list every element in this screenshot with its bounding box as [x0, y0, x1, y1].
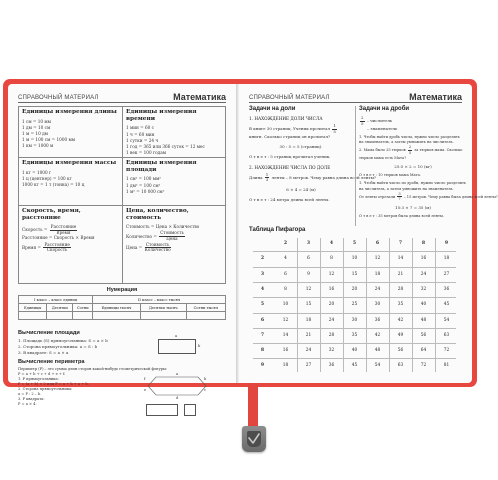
length-units — [19, 107, 122, 152]
pythagoras-cell: 27 — [443, 271, 450, 277]
pythagoras-row-header: 7 — [261, 332, 264, 338]
left-page — [8, 84, 236, 406]
mass-units — [19, 158, 122, 190]
equation: 25:5 × 2 = 10 (кг) — [394, 163, 432, 169]
problem-text-part: – 15 метров. Чему равна была длина всей ленты? — [403, 194, 498, 199]
left-page-header — [18, 90, 226, 103]
length-title: Единицы измерения длины — [22, 109, 117, 115]
numerator-label: – числитель — [366, 118, 393, 124]
pythagoras-cell: 20 — [328, 302, 335, 308]
perimeter-title: Вычисление периметра — [18, 359, 85, 365]
pythagoras-cell: 48 — [374, 348, 381, 354]
pythagoras-header-cell: 2 — [284, 241, 287, 246]
pythagoras-cell: 81 — [443, 363, 450, 369]
column-divider — [355, 106, 356, 226]
pythagoras-cell: 21 — [397, 271, 404, 277]
header-title: Математика — [409, 92, 462, 102]
side-label: c — [204, 388, 207, 392]
numeration-cell — [19, 312, 47, 320]
rectangle-figure — [158, 339, 196, 354]
speed-title: Скорость, время, расстояние — [22, 208, 81, 221]
speed-formula — [22, 224, 119, 235]
numeration-cell — [186, 312, 225, 320]
length-line: 1 м = 10 дм — [22, 131, 48, 137]
pythagoras-cell: 45 — [443, 302, 450, 308]
class-thousands: II класс – класс тысяч — [93, 296, 226, 304]
problem-text — [359, 145, 467, 155]
formula-left: Скорость = — [22, 227, 48, 233]
side-label: a — [176, 372, 179, 376]
area-line: 1 см² = 100 мм² — [126, 176, 161, 182]
header-title: Математика — [173, 92, 226, 102]
grid-line — [297, 238, 298, 372]
pythagoras-row-header: 6 — [261, 317, 264, 323]
side-label: a — [175, 334, 178, 338]
subsection-title: 1. НАХОЖДЕНИЕ ДОЛИ ЧИСЛА — [249, 116, 323, 121]
numerator: 2 — [408, 145, 412, 150]
numerator: 1 — [265, 171, 269, 177]
pythagoras-cell: 42 — [397, 317, 404, 323]
pythagoras-row-header: 9 — [261, 363, 264, 369]
time-formula — [22, 242, 119, 253]
equation: 6 × 4 = 24 (м) — [286, 186, 316, 192]
fraction-legend — [359, 116, 467, 126]
area-line: 1 м² = 10 000 см² — [126, 188, 165, 194]
pythagoras-cell: 32 — [328, 348, 335, 354]
grid-line — [320, 238, 321, 372]
pythagoras-cell: 25 — [351, 302, 358, 308]
denominator: 5 — [408, 150, 412, 155]
equation: 30 : 5 = 5 (страниц). — [279, 143, 323, 149]
denominator: 7 — [398, 197, 401, 202]
denominator: Время — [56, 229, 71, 235]
denominator-label: – знаменатель — [367, 126, 398, 132]
pythagoras-row-header: 5 — [261, 302, 264, 308]
answer: О т в е т : 35 метров была длина всей ленты. — [359, 213, 445, 218]
numerator: 3 — [398, 191, 401, 196]
pythagoras-cell: 15 — [351, 271, 358, 277]
pythagoras-row-header: 8 — [261, 348, 264, 354]
time-title: Единицы измерения времени — [126, 109, 197, 122]
numeration-cell — [47, 312, 73, 320]
area-units — [123, 158, 226, 197]
fraction — [397, 192, 401, 202]
pythagoras-cell: 72 — [420, 363, 427, 369]
units-grid — [18, 106, 226, 284]
mass-line: 1000 кг = 1 т (тонна) = 10 ц — [22, 182, 85, 188]
pythagoras-cell: 45 — [351, 363, 358, 369]
pythagoras-cell: 18 — [443, 256, 450, 262]
pythagoras-cell: 35 — [351, 332, 358, 338]
length-line: 1 дм = 10 см — [22, 124, 51, 130]
fraction-parts-problems — [249, 106, 377, 202]
perimeter-line: P = a + b + c + d + e + f. — [18, 372, 66, 376]
fraction — [265, 173, 270, 183]
perimeter-line: Периметр (P) – это сумма длин сторон какой-нибудь геометрической фигуры: — [18, 367, 168, 371]
right-page-header — [249, 90, 462, 103]
pythagoras-cell: 9 — [307, 271, 310, 277]
pythagoras-cell: 21 — [305, 332, 312, 338]
grid-line — [253, 358, 456, 359]
time-units — [123, 107, 226, 158]
numerator: Расстояние — [44, 241, 70, 247]
numeration-table — [18, 295, 226, 320]
denominator: Скорость — [46, 247, 68, 253]
problem-text-part: 2. Мама было 25 тюрков — [359, 148, 406, 153]
pythagoras-cell: 6 — [284, 271, 287, 277]
numeration-cell — [93, 312, 141, 320]
pythagoras-cell: 36 — [328, 363, 335, 369]
side-label: e — [144, 388, 147, 392]
speed-formulas — [19, 206, 122, 255]
problem-text-part: ленты – 8 метров. Чему равна длина всей ленты? — [271, 174, 377, 180]
problem-text-part: В книге 30 страниц. Ученик прочитал — [249, 126, 331, 132]
hexagon-figure — [146, 374, 208, 398]
numerator: 2 — [361, 115, 364, 120]
pythagoras-cell: 14 — [282, 332, 289, 338]
pythagoras-cell: 56 — [397, 348, 404, 354]
area-line: 1 дм² = 100 см² — [126, 182, 161, 188]
denominator: Количество — [144, 247, 171, 253]
perimeter-line: P = (a + b) × 2 или P = a + b + a + b. — [18, 382, 89, 386]
numerator: Стоимость — [145, 241, 170, 247]
pythagoras-header-cell: 9 — [445, 241, 448, 246]
rule-text: на знаменатель, а затем умножить на числитель. — [359, 140, 454, 145]
pythagoras-title: Таблица Пифагора — [249, 227, 306, 233]
right-page — [239, 84, 498, 383]
pythagoras-cell: 10 — [351, 256, 358, 262]
pythagoras-cell: 24 — [328, 317, 335, 323]
answer: О т в е т : 24 метра длина всей ленты. — [249, 196, 330, 202]
numerator: Расстояние — [50, 224, 77, 230]
problem-text: тюрков мама есть Мата? — [359, 155, 407, 160]
column-header: Десятки тысяч — [140, 304, 186, 312]
mass-line: 1 кг = 1000 г — [22, 169, 52, 175]
square-figure — [184, 404, 196, 416]
pythagoras-table — [251, 236, 461, 382]
header-subtitle: СПРАВОЧНЫЙ МАТЕРИАЛ — [18, 95, 99, 101]
side-label: b — [198, 344, 201, 348]
grid-line — [389, 238, 390, 372]
bookmark-ribbon[interactable] — [248, 383, 258, 429]
denominator: 5 — [361, 120, 364, 126]
pythagoras-cell: 40 — [420, 302, 427, 308]
length-line: 1 м = 100 см = 1000 мм — [22, 137, 76, 143]
numerator: 1 — [333, 123, 336, 128]
grid-line — [366, 238, 367, 372]
pythagoras-cell: 10 — [282, 302, 289, 308]
pythagoras-cell: 36 — [374, 317, 381, 323]
time-line: 1 век = 100 годам — [126, 150, 166, 156]
time-line: 1 мин = 60 с — [126, 125, 155, 131]
perimeter-rectangle — [146, 404, 178, 416]
pythagoras-cell: 30 — [374, 302, 381, 308]
denominator: Цена — [166, 236, 178, 242]
grid-line — [253, 282, 456, 283]
pythagoras-cell: 54 — [374, 363, 381, 369]
pythagoras-header-cell: 6 — [376, 241, 379, 246]
grid-line — [253, 328, 456, 329]
side-label: d — [176, 396, 179, 400]
pythagoras-cell: 12 — [282, 317, 289, 323]
answer: О т в е т : 10 тюрков мама Мата. — [359, 172, 421, 177]
pythagoras-header-cell: 7 — [399, 241, 402, 246]
fraction — [159, 231, 185, 241]
rule-text: 1. Чтобы найти дробь числа, нужно число разделить — [359, 134, 460, 139]
column-header: Единицы — [19, 304, 47, 312]
pythagoras-cell: 40 — [351, 348, 358, 354]
check-icon — [247, 433, 261, 445]
pythagoras-cell: 15 — [305, 302, 312, 308]
formula-left: Количество = — [126, 233, 157, 239]
pythagoras-cell: 12 — [328, 271, 335, 277]
pythagoras-cell: 49 — [397, 332, 404, 338]
numerator: Стоимость — [160, 230, 184, 236]
quantity-formula — [126, 231, 223, 242]
pythagoras-cell: 63 — [397, 363, 404, 369]
pythagoras-cell: 42 — [374, 332, 381, 338]
pythagoras-header-cell: 4 — [330, 241, 333, 246]
time-line: 1 сутки = 24 ч — [126, 137, 159, 143]
pythagoras-cell: 8 — [330, 256, 333, 262]
grid-line — [253, 343, 456, 344]
pythagoras-cell: 16 — [282, 348, 289, 354]
pythagoras-cell: 20 — [351, 286, 358, 292]
column-header: Единицы тысяч — [93, 304, 141, 312]
fraction-problems — [359, 106, 498, 220]
pythagoras-cell: 14 — [397, 256, 404, 262]
section-title: Задачи на дроби — [359, 106, 410, 112]
pythagoras-cell: 24 — [305, 348, 312, 354]
denominator: 5 — [333, 128, 336, 134]
problem-text-part: От ленты отрезали — [359, 194, 396, 199]
fraction — [408, 145, 412, 155]
pythagoras-cell: 12 — [305, 286, 312, 292]
formula-left: Цена = — [126, 244, 143, 250]
perimeter-line: 1. P прямоугольника: — [18, 377, 59, 381]
cost-formula: Стоимость = Цена × Количество — [126, 224, 200, 230]
fraction — [50, 225, 78, 235]
pythagoras-cell: 16 — [328, 286, 335, 292]
length-line: 1 см = 10 мм — [22, 118, 51, 124]
perimeter-line: 3. P квадрата: — [18, 397, 45, 401]
pythagoras-header-cell: 8 — [422, 241, 425, 246]
problem-text — [249, 124, 353, 134]
mass-line: 1 ц (центнер) = 100 кг — [22, 175, 72, 181]
grid-line — [253, 297, 456, 298]
area-calc-line: 1. Площадь (S) прямоугольника: S = a × b — [18, 338, 108, 343]
side-label: b — [204, 377, 207, 381]
pythagoras-cell: 18 — [282, 363, 289, 369]
pythagoras-cell: 56 — [420, 332, 427, 338]
pythagoras-cell: 24 — [374, 286, 381, 292]
fraction — [360, 116, 365, 126]
problem-text — [249, 171, 377, 183]
rule-text: 1. Чтобы найти число по дроби, нужно число разделить — [359, 181, 466, 186]
perimeter-line: a = P : 2 – b. — [18, 392, 42, 396]
price-formulas — [123, 206, 226, 255]
column-header: Сотни — [73, 304, 93, 312]
area-calc-line: 2. Сторона прямоугольника: a = S : b — [18, 344, 98, 349]
pythagoras-cell: 72 — [443, 348, 450, 354]
bookmark-charm[interactable] — [242, 426, 266, 452]
pythagoras-cell: 16 — [420, 256, 427, 262]
fraction — [43, 243, 71, 253]
distance-formula: Расстояние = Скорость × Время — [22, 235, 95, 241]
problem-text — [359, 191, 498, 202]
fraction — [145, 243, 171, 253]
class-units: I класс – класс единиц — [19, 296, 93, 304]
pythagoras-header-cell: 5 — [353, 241, 356, 246]
pythagoras-cell: 4 — [284, 256, 287, 262]
area-calc-title: Вычисление площади — [18, 330, 80, 336]
pythagoras-cell: 6 — [307, 256, 310, 262]
fraction — [332, 124, 337, 134]
problem-text-part: Длина — [249, 174, 263, 180]
formula-left: Время = — [22, 244, 41, 250]
pythagoras-cell: 8 — [284, 286, 287, 292]
subsection-title: 2. НАХОЖДЕНИЕ ЧИСЛА ПО ДОЛЕ — [249, 164, 331, 170]
pythagoras-header-cell: 3 — [307, 241, 310, 246]
column-header: Сотни тысяч — [186, 304, 225, 312]
rule-text: на числитель, а затем умножить на знаменатель. — [359, 186, 454, 191]
denominator: 3 — [265, 177, 269, 183]
grid-line — [253, 251, 456, 252]
pythagoras-cell: 24 — [420, 271, 427, 277]
pythagoras-cell: 32 — [420, 286, 427, 292]
pythagoras-row-header: 3 — [261, 271, 264, 277]
pythagoras-cell: 18 — [305, 317, 312, 323]
price-formula — [126, 242, 223, 253]
pythagoras-cell: 63 — [443, 332, 450, 338]
area-calc-line: 3. В квадрате: S = a × a — [18, 350, 69, 355]
price-title: Цена, количество, стоимость — [126, 208, 189, 221]
time-line: 1 год = 365 или 366 суток = 12 мес — [126, 143, 205, 149]
length-line: 1 км = 1000 м — [22, 143, 54, 149]
pythagoras-cell: 28 — [397, 286, 404, 292]
grid-line — [253, 313, 456, 314]
mass-title: Единицы измерения массы — [22, 160, 117, 166]
perimeter-line: 2. Сторона прямоугольника: — [18, 387, 73, 391]
answer: О т в е т : 5 страниц прочитал ученик. — [249, 153, 331, 159]
pythagoras-cell: 27 — [305, 363, 312, 369]
header-subtitle: СПРАВОЧНЫЙ МАТЕРИАЛ — [249, 95, 330, 101]
equation: 15:3 × 7 = 35 (м) — [395, 204, 431, 210]
grid-line — [435, 238, 436, 372]
pythagoras-row-header: 4 — [261, 286, 264, 292]
pythagoras-cell: 64 — [420, 348, 427, 354]
pythagoras-cell: 54 — [443, 317, 450, 323]
time-line: 1 ч = 60 мин — [126, 131, 155, 137]
numeration-cell — [140, 312, 186, 320]
problem-text-part: за тюрков мама. Сколько — [414, 148, 463, 153]
grid-line — [412, 238, 413, 372]
pythagoras-cell: 48 — [420, 317, 427, 323]
pythagoras-cell: 36 — [443, 286, 450, 292]
side-label: f — [144, 377, 146, 381]
column-header: Десятки — [47, 304, 73, 312]
pythagoras-cell: 35 — [397, 302, 404, 308]
pythagoras-cell: 12 — [374, 256, 381, 262]
section-title: Задачи на доли — [249, 106, 296, 112]
problem-text: книги. Сколько страниц он прочитал? — [249, 134, 331, 140]
perimeter-line: P = a × 4. — [18, 402, 37, 406]
pythagoras-cell: 30 — [351, 317, 358, 323]
pythagoras-cell: 18 — [374, 271, 381, 277]
area-title: Единицы измерения площади — [126, 160, 197, 173]
grid-line — [343, 238, 344, 372]
pythagoras-cell: 28 — [328, 332, 335, 338]
pythagoras-row-header: 2 — [261, 256, 264, 262]
grid-line — [253, 267, 456, 268]
numeration-title: Нумерация — [106, 287, 138, 293]
numeration-cell — [73, 312, 93, 320]
